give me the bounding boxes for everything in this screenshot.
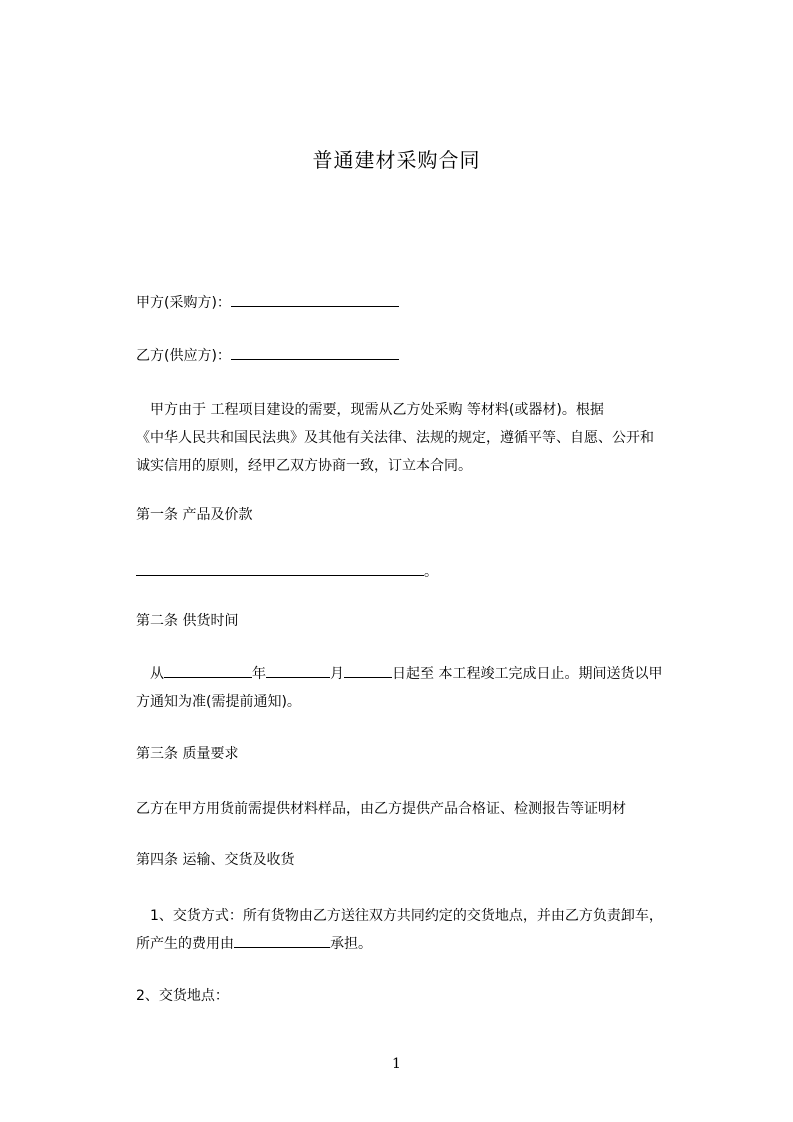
article-4-heading: 第四条 运输、交货及收货 — [136, 852, 295, 868]
party-a-label: 甲方(采购方)： — [136, 295, 231, 311]
party-b-line — [136, 345, 399, 366]
item-1-line — [136, 930, 702, 958]
intro-line: 甲方由于 工程项目建设的需要，现需从乙方处采购 等材料(或器材)。根据 — [136, 402, 604, 418]
day-rest: 日起至 本工程竣工完成日止。期间送货以甲 — [392, 666, 663, 682]
supply-time-line — [136, 660, 702, 688]
year-blank — [164, 663, 252, 678]
item-1-line: 1、交货方式：所有货物由乙方送往双方共同约定的交货地点，并由乙方负责卸车， — [136, 908, 663, 924]
article-3-heading: 第三条 质量要求 — [136, 746, 239, 762]
year-label: 年 — [252, 666, 266, 682]
intro-paragraph — [136, 396, 702, 480]
document-title: 普通建材采购合同 — [312, 148, 481, 172]
article-1-content — [136, 561, 438, 582]
party-a-line — [136, 292, 399, 313]
intro-line: 诚实信用的原则，经甲乙双方协商一致，订立本合同。 — [136, 458, 472, 474]
page-number: 1 — [392, 1056, 401, 1072]
article-2-paragraph — [136, 660, 702, 716]
intro-line: 《中华人民共和国民法典》及其他有关法律、法规的规定，遵循平等、自愿、公开和 — [136, 430, 654, 446]
article-2-heading: 第二条 供货时间 — [136, 613, 239, 629]
article-4-item-1 — [136, 902, 702, 958]
party-b-blank — [231, 345, 399, 360]
party-b-label: 乙方(供应方)： — [136, 348, 231, 364]
from-label: 从 — [136, 666, 164, 682]
cost-bearer-pre: 所产生的费用由 — [136, 936, 234, 952]
month-label: 月 — [330, 666, 344, 682]
article-1-heading: 第一条 产品及价款 — [136, 507, 253, 523]
article-3-text: 乙方在甲方用货前需提供材料样品，由乙方提供产品合格证、检测报告等证明材 — [136, 801, 626, 817]
product-line-end: 。 — [424, 564, 438, 580]
supply-time-line: 方通知为准(需提前通知)。 — [136, 694, 301, 710]
article-4-item-2: 2、交货地点： — [136, 988, 229, 1004]
party-a-blank — [231, 292, 399, 307]
month-blank — [266, 663, 330, 678]
day-blank — [344, 663, 392, 678]
product-blank — [136, 561, 424, 576]
cost-bearer-blank — [234, 933, 330, 948]
cost-bearer-post: 承担。 — [330, 936, 372, 952]
